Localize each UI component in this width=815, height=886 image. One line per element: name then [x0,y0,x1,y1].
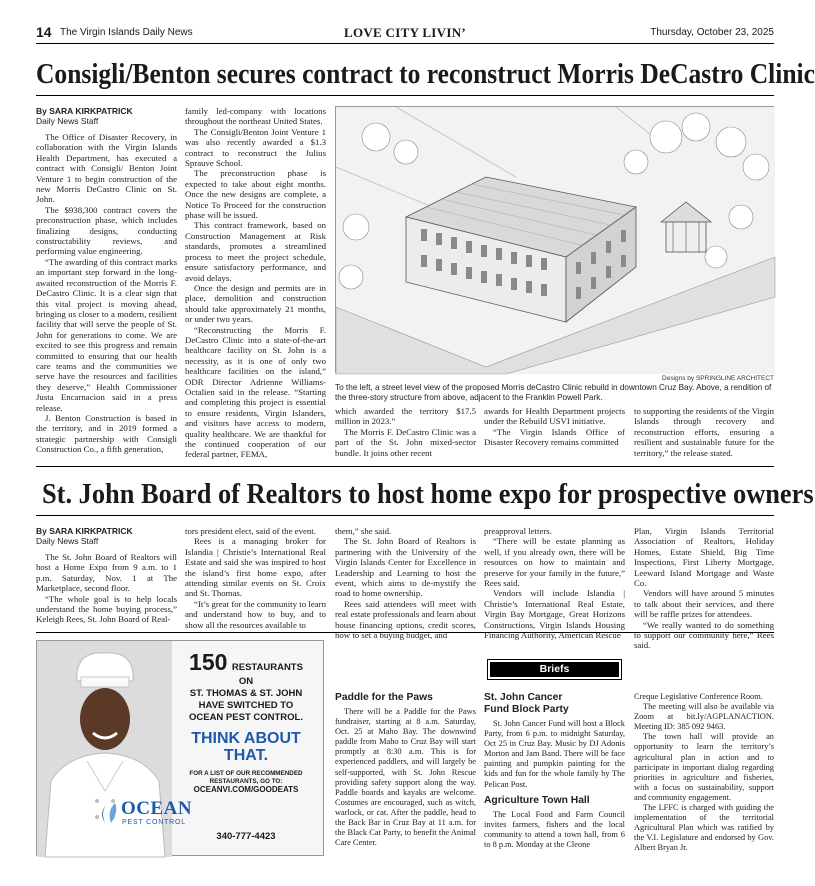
article2-column-4 [484,526,625,641]
ad-url[interactable]: OCEANVI.COM/GOODEATS [193,785,299,794]
brief-paddle [335,692,476,862]
photo-credit: Designs by SPRINGLINE ARCHITECT [662,375,774,382]
paragraph: awards for Health Department projects under the Rebuild USVI initiative. [484,406,625,427]
ad-phone[interactable]: 340-777-4423 [216,831,276,842]
clinic-rendering-drawing [336,107,775,374]
paper-name: The Virgin Islands Daily News [60,27,193,38]
paragraph: The preconstruction phase is expected to take about eight months. Once the new designs are complete, a Notice To Proceed for the construction phase will be issued. [185,168,326,221]
byline-staff: Daily News Staff [36,536,99,546]
paragraph: them,” she said. [335,526,392,536]
article2-column-3 [335,526,476,641]
article1-column-3 [335,406,476,456]
ad-line: OCEAN PEST CONTROL. [188,712,303,723]
paragraph: The Consigli/Benton Joint Venture 1 was also recently awarded a $1.3 contract to reconstruct the Julius Sprauve School. [185,126,326,169]
paragraph: “There will be estate planning as well, if you already own, there will be resources on how to maintain and preserve for your family in the future,” Rees said. [484,536,625,589]
paragraph: St. John Cancer Fund will host a Block Party, from 6 p.m. to midnight Saturday, Oct 25 in Cruz Bay. Music by DJ Adonis Morton and Jam Band. There will be face painting and pumpkin painting for the kids and fun for the whole family by The Pelican Post. [484,719,625,789]
paragraph: “Reconstructing the Morris F. DeCastro Clinic into a state-of-the-art healthcare facility on St. John is a necessity, as it is one of only two healthcare facilities on the island,” ODR Director Adrienne Williams-Octalien said in the release. “Starting and completing this project is essential to ensure residents, Virgin Islanders, and visitors have access to modern, quality healthcare. We are thankful for the continued cooperation of our federal partner, FEMA, [185,324,326,460]
byline: By SARA KIRKPATRICK [36,106,133,116]
ad-restaurants: RESTAURANTS [231,662,303,673]
paragraph: The Morris F. DeCastro Clinic was a part of the St. John mixed-sector bundle. It joins other recent [335,426,476,458]
article1-column-1 [36,106,177,456]
page-number: 14 [36,24,52,40]
paragraph: tors president elect, said of the event. [185,526,316,536]
paragraph: J. Benton Construction is based in the territory, and in 2019 formed a strategic partnership with Consigli Construction Co., a fifth generation, [36,412,177,455]
ad-headline [167,649,325,676]
brief-heading: Fund Block Party [484,704,569,715]
ad-line: ON [238,676,254,687]
paragraph: “The whole goal is to help locals understand the home buying process,” Keleigh Rees, St. John Board of Real- [36,593,177,625]
paragraph: This contract framework, based on Construction Management at Risk standards, promotes a streamlined process to meet the project schedule, ensure satisfactory performance, and avoid delays. [185,220,326,283]
paragraph: Plan, Virgin Islands Territorial Association of Realtors, Holiday Homes, Estate Shield, Big Time Inspections, First Liberty Mortgage, Leeward Island Mortgage and Waste Co. [634,526,774,589]
paragraph: family led-company with locations throughout the northeast United States. [185,106,326,127]
article2-column-5 [634,526,774,651]
paragraph: There will be a Paddle for the Paws fundraiser, starting at 8 a.m. Saturday, Oct. 25 at Maho Bay. The downwind paddle from Maho to Cruz Bay will start promptly at 8:30 a.m. This is for experienced paddlers, and will largely be self-supported, with St. John Rescue providing safety support along the way. Paddle boards and kayaks are welcome. Costumes are encouraged, such as witch, warlock, or cat. After the paddle, head to the Back Bar in Cruz Bay at 11 a.m. for the Black Cat Party, to benefit the Animal Care Center. [335,707,476,848]
paragraph: “The Virgin Islands Office of Disaster Recovery remains committed [484,426,625,448]
headline-rule [36,515,774,516]
clinic-rendering-image [335,106,774,373]
headline-rule [36,95,774,96]
issue-date: Thursday, October 23, 2025 [650,27,774,38]
ad-brand: OCEAN [121,798,193,819]
paragraph: The Office of Disaster Recovery, in collaboration with the Virgin Islands Health Department, has executed a contract with Consigli/ Benton Joint Venture 1 to begin construction of the new Morris DeCastro Clinic on St. John. [36,132,177,205]
brief-heading: St. John Cancer [484,692,563,703]
brief-cancer-fund [484,692,625,862]
paragraph: The $938,300 contract covers the preconstruction phase, which includes finalizing designs, conducting constructability reviews, and performing value engineering. [36,204,177,257]
paragraph: The St. John Board of Realtors is partnering with the University of the Virgin Islands Center for Excellence in Leadership and Learning to host the event, which aims to de-mystify the road to home ownership. [335,536,476,599]
ad-list-line: FOR A LIST OF OUR RECOMMENDED [189,770,303,777]
article1-column-4 [484,406,625,456]
ad-list-line: RESTAURANTS, GO TO: [209,777,283,785]
ad-think-about: THINK ABOUT [191,730,301,747]
ad-copy [167,649,325,795]
ad-that: THAT. [223,747,269,764]
byline-staff: Daily News Staff [36,116,99,126]
briefs-banner [487,659,622,680]
section-divider [36,632,774,633]
section-name: LOVE CITY LIVIN’ [343,25,467,40]
ad-number: 150 [189,649,228,675]
paragraph: preapproval letters. [484,526,552,536]
ad-brand-sub: PEST CONTROL [122,819,186,826]
paragraph: Rees is a managing broker for Islandia | Christie’s International Real Estate and said she was inspired to host the island’s first home expo, after attending similar events on St. Croix and St. Thomas. [185,536,326,599]
paragraph: Rees said attendees will meet with real estate professionals and learn about house financing options, credit scores, how to set a buying budget, and [335,598,476,641]
ad-line: ST. THOMAS & ST. JOHN [189,688,303,699]
paragraph: The LFFC is charged with guiding the implementation of the territorial Agricultural Plan which was ratified by the V.I. Legislature and endorsed by Gov. Albert Bryan Jr. [634,803,774,853]
paragraph: Once the design and permits are in place, demolition and construction should take approximately 21 months, or under two years. [185,282,326,325]
paragraph: “It’s great for the community to learn and understand how to buy, and to show all the resources available to [185,598,326,630]
article1-column-5 [634,406,774,456]
article1-headline: Consigli/Benton secures contract to reconstruct Morris DeCastro Clinic [36,58,815,90]
paragraph: The St. John Board of Realtors will host a Home Expo from 9 a.m. to 1 p.m. Saturday, Nov. 1 at The Marketplace, second floor. [36,552,177,594]
brief-heading: Agriculture Town Hall [484,794,590,806]
ocean-pest-control-ad[interactable] [36,640,324,856]
article2-column-2 [185,526,326,628]
paragraph: Vendors will include Islandia | Christie’s International Real Estate, Virgin Bay Mortgage, Great Horizons Constructions, Virgin Islands Housing Financing Authority, American Rescue [484,588,625,641]
byline: By SARA KIRKPATRICK [36,526,133,536]
paragraph: “The awarding of this contract marks an important step forward in the long-awaited reconstruction of the Morris F. DeCastro Clinic. It is a clear sign that this vital project is moving ahead, bringing us closer to a modern, resilient facility that will serve the people of St. John for generations to come. We are excited to see this progress and remain committed to ensuring that our health care teams and the communities we serve have the resources and facilities they deserve,” Health Commissioner Justa Encarnacion said in a press release. [36,256,177,413]
brief-agriculture-cont [634,692,774,862]
brief-heading: Paddle for the Paws [335,692,433,703]
article2-headline: St. John Board of Realtors to host home expo for prospective owners [42,478,814,510]
article2-column-1 [36,526,177,628]
paragraph: The Local Food and Farm Council invites farmers, fishers and the local community to attend a town hall, from 6 to 8 p.m. Monday at the Cleone [484,809,625,849]
article1-column-2 [185,106,326,460]
paragraph: The town hall will provide an opportunity to learn the territory’s agricultural plan in action and to participate in important dialog regarding priorities in agriculture and fisheries, with a focus on sustainability, support and community engagement. [634,732,774,802]
briefs-label: Briefs [490,662,619,677]
ad-line: HAVE SWITCHED TO [198,700,294,711]
paragraph: “We really wanted to do something to support our community here,” Rees said. [634,619,774,651]
paragraph: Vendors will have around 5 minutes to talk about their services, and there will be raffle prizes for attendees. [634,588,774,620]
paragraph: The meeting will also be available via Zoom at bit.ly/AGPLANACTION. Meeting ID: 385 092 9463. [634,702,774,732]
paragraph: to supporting the residents of the Virgin Islands through recovery and reconstruction efforts, ensuring a resilient and sustainable future for the territory,” the release stated. [634,406,774,458]
section-divider [36,466,774,467]
folio-bar [36,24,774,44]
paragraph: Creque Legislative Conference Room. [634,692,763,701]
photo-caption: To the left, a street level view of the proposed Morris deCastro Clinic rebuild in downtown Cruz Bay. Above, a rendition of the three-story structure from above, adjacent to the Franklin Powell Park. [335,383,772,402]
paragraph: which awarded the territory $17.5 million in 2023.” [335,406,476,427]
